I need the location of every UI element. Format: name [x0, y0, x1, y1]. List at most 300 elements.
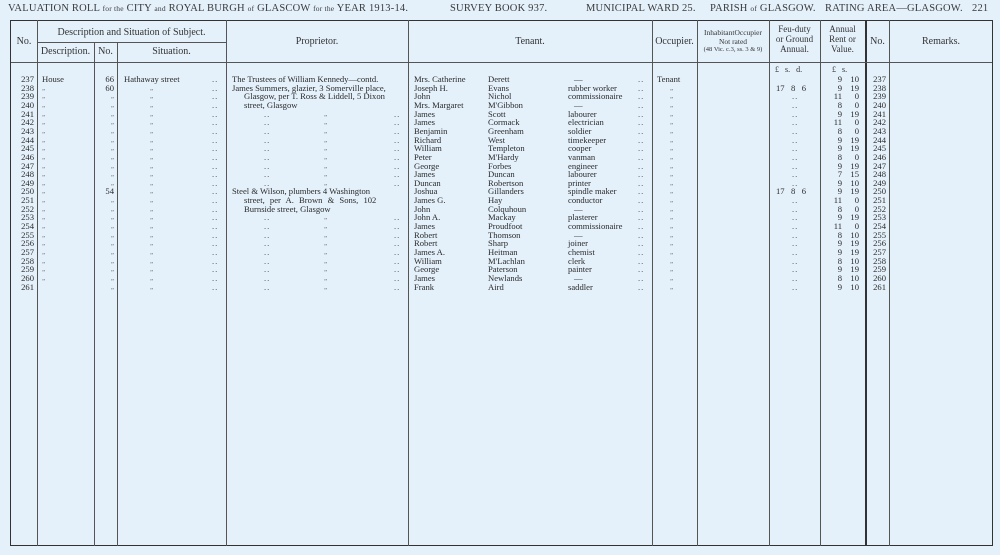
- entry-number: 254: [21, 221, 34, 232]
- subject-number: „: [110, 222, 114, 231]
- tenant-occupation: labourer: [568, 169, 597, 180]
- entry-number: 258: [21, 255, 34, 266]
- situation: „: [150, 222, 154, 231]
- entry-number: 249: [21, 177, 34, 188]
- feu-duty: ..: [792, 255, 799, 266]
- annual-rent-shillings: 19: [850, 186, 859, 197]
- leader-dots: ..: [212, 108, 219, 119]
- subject-number: „: [110, 144, 114, 153]
- tenant-last-name: Newlands: [488, 272, 523, 283]
- occupier: „: [670, 256, 674, 265]
- header-line: InhabitantOccupier: [704, 28, 762, 37]
- subject-number: „: [110, 178, 114, 187]
- entry-number-right: 238: [873, 82, 886, 93]
- proprietor-dots: ..: [264, 238, 271, 249]
- tenant-last-name: Aird: [488, 281, 504, 292]
- occupier: „: [670, 83, 674, 92]
- occupier: „: [670, 170, 674, 179]
- description: „: [42, 92, 46, 101]
- proprietor-dots: ..: [264, 125, 271, 136]
- subject-number: „: [110, 256, 114, 265]
- proprietor-dots: ..: [264, 151, 271, 162]
- feu-duty: ..: [792, 203, 799, 214]
- header-tenant: Tenant.: [515, 36, 545, 47]
- leader-dots: ..: [212, 117, 219, 128]
- entry-number: 261: [21, 281, 34, 292]
- leader-dots: ..: [212, 151, 219, 162]
- entry-number-right: 255: [873, 229, 886, 240]
- proprietor-dots: ..: [394, 281, 401, 292]
- leader-dots: ..: [638, 99, 645, 110]
- leader-dots: ..: [212, 221, 219, 232]
- header-line: Rent or: [829, 34, 856, 44]
- subject-number: „: [110, 118, 114, 127]
- description: „: [42, 222, 46, 231]
- leader-dots: ..: [212, 186, 219, 197]
- description: „: [42, 248, 46, 256]
- leader-dots: ..: [212, 272, 219, 283]
- feu-duty: ..: [792, 264, 799, 275]
- feu-duty: ..: [792, 91, 799, 102]
- leader-dots: ..: [638, 195, 645, 206]
- entry-number-right: 252: [873, 203, 886, 214]
- annual-rent-shillings: 19: [850, 212, 859, 223]
- proprietor-line: street, Glasgow: [244, 100, 298, 110]
- annual-rent-shillings: 15: [850, 169, 859, 180]
- proprietor-dots: ..: [394, 264, 401, 275]
- annual-rent-shillings: 19: [850, 160, 859, 171]
- situation: „: [150, 213, 154, 222]
- entry-number-right: 237: [873, 74, 886, 84]
- tenant-first-name: Peter: [414, 151, 432, 162]
- feu-duty: ..: [792, 151, 799, 162]
- feu-duty: ..: [792, 160, 799, 171]
- proprietor-dots: ..: [394, 160, 401, 171]
- annual-rent-units: £ s.: [832, 65, 848, 74]
- situation: „: [150, 118, 154, 127]
- leader-dots: ..: [212, 238, 219, 249]
- leader-dots: ..: [212, 134, 219, 145]
- leader-dots: ..: [638, 281, 645, 292]
- leader-dots: ..: [638, 247, 645, 257]
- header-line: Value.: [831, 44, 854, 54]
- title-small: for the: [102, 4, 124, 13]
- leader-dots: ..: [638, 151, 645, 162]
- entry-number: 244: [21, 134, 34, 145]
- header-line: or Ground: [775, 34, 814, 44]
- feu-duty: ..: [792, 229, 799, 240]
- page-number: 221: [972, 3, 989, 14]
- occupier: „: [670, 187, 674, 196]
- leader-dots: ..: [638, 108, 645, 119]
- tenant-first-name: James: [414, 108, 436, 119]
- feu-duty: ..: [792, 169, 799, 180]
- annual-rent-shillings: 19: [850, 143, 859, 154]
- subject-number: „: [110, 282, 114, 291]
- header-line: Annual.: [780, 44, 809, 54]
- feu-duty: 17 8 6: [776, 186, 807, 197]
- proprietor-dots: ..: [394, 238, 401, 249]
- occupier: „: [670, 196, 674, 205]
- header-occupier: Occupier.: [655, 36, 694, 47]
- proprietor-dots: ..: [264, 177, 271, 188]
- proprietor-ditto: „: [324, 161, 328, 170]
- annual-rent-pounds: 9: [837, 281, 842, 292]
- tenant-last-name: Mackay: [488, 212, 516, 223]
- description: „: [42, 100, 46, 109]
- annual-rent-shillings: 0: [854, 151, 859, 162]
- tenant-occupation: printer: [568, 177, 591, 188]
- annual-rent-pounds: 9: [837, 143, 842, 154]
- proprietor-ditto: „: [324, 239, 328, 248]
- header-line: Feu-duty: [778, 24, 811, 34]
- annual-rent-pounds: 8: [837, 99, 842, 110]
- tenant-first-name: Frank: [414, 281, 435, 292]
- situation: „: [150, 204, 154, 213]
- feu-duty: ..: [792, 117, 799, 128]
- proprietor-line: Steel & Wilson, plumbers 4 Washington: [232, 186, 371, 197]
- entry-number: 240: [21, 99, 34, 110]
- annual-rent-shillings: 19: [850, 134, 859, 145]
- entry-number: 256: [21, 238, 34, 249]
- tenant-last-name: Evans: [488, 82, 510, 93]
- occupier: „: [670, 135, 674, 144]
- tenant-last-name: Thomson: [488, 229, 521, 240]
- tenant-occupation: commissionaire: [568, 221, 623, 232]
- tenant-first-name: Joseph H.: [414, 82, 448, 93]
- situation: „: [150, 178, 154, 187]
- occupier: „: [670, 239, 674, 248]
- occupier: „: [670, 152, 674, 161]
- subject-number: 54: [105, 186, 114, 197]
- entry-number-right: 251: [873, 195, 886, 206]
- description: „: [42, 178, 46, 187]
- proprietor-ditto: „: [324, 230, 328, 239]
- proprietor-ditto: „: [324, 273, 328, 282]
- title-small: of: [247, 4, 255, 13]
- leader-dots: ..: [212, 177, 219, 188]
- situation: „: [150, 83, 154, 92]
- tenant-occupation: spindle maker: [568, 186, 617, 197]
- annual-rent-pounds: 8: [837, 125, 842, 136]
- description: „: [42, 109, 46, 118]
- entry-number: 241: [21, 108, 34, 119]
- tenant-occupation: painter: [568, 264, 592, 275]
- annual-rent-shillings: 19: [850, 108, 859, 119]
- entry-number-right: 247: [873, 160, 886, 171]
- subject-number: „: [110, 204, 114, 213]
- tenant-last-name: West: [488, 134, 505, 145]
- occupier: „: [670, 273, 674, 282]
- entry-number-right: 240: [873, 99, 886, 110]
- annual-rent-pounds: 9: [837, 247, 842, 257]
- annual-rent-pounds: 9: [837, 264, 842, 275]
- situation: „: [150, 187, 154, 196]
- description: House: [42, 74, 64, 84]
- proprietor-dots: ..: [264, 264, 271, 275]
- entry-number-right: 239: [873, 91, 886, 102]
- header-rule: [37, 42, 226, 43]
- tenant-occupation: conductor: [568, 195, 603, 206]
- tenant-first-name: John: [414, 91, 431, 102]
- entry-number-right: 243: [873, 125, 886, 136]
- proprietor-dots: ..: [394, 229, 401, 240]
- tenant-occupation: —: [574, 229, 583, 240]
- tenant-occupation: —: [574, 272, 583, 283]
- situation: „: [150, 135, 154, 144]
- feu-duty: ..: [792, 177, 799, 188]
- annual-rent-pounds: 11: [833, 195, 842, 206]
- tenant-occupation: clerk: [568, 255, 586, 266]
- header-description: Description.: [40, 46, 91, 57]
- tenant-first-name: William: [414, 255, 442, 266]
- entry-number: 252: [21, 203, 34, 214]
- tenant-first-name: Mrs. Margaret: [414, 99, 464, 110]
- leader-dots: ..: [212, 203, 219, 214]
- annual-rent-pounds: 9: [837, 82, 842, 93]
- tenant-occupation: —: [574, 74, 583, 84]
- entry-number-right: 244: [873, 134, 886, 145]
- annual-rent-shillings: 0: [854, 99, 859, 110]
- annual-rent-pounds: 9: [837, 74, 842, 84]
- proprietor-dots: ..: [394, 221, 401, 232]
- annual-rent-pounds: 11: [833, 221, 842, 232]
- annual-rent-pounds: 8: [837, 255, 842, 266]
- description: „: [42, 135, 46, 144]
- entry-number-right: 256: [873, 238, 886, 249]
- proprietor-ditto: „: [324, 170, 328, 179]
- leader-dots: ..: [638, 125, 645, 136]
- leader-dots: ..: [212, 91, 219, 102]
- tenant-first-name: James G.: [414, 195, 446, 206]
- leader-dots: ..: [212, 247, 219, 257]
- tenant-occupation: labourer: [568, 108, 597, 119]
- feu-duty: ..: [792, 238, 799, 249]
- occupier: „: [670, 282, 674, 291]
- occupier: „: [670, 109, 674, 118]
- situation: „: [150, 282, 154, 291]
- proprietor-dots: ..: [264, 221, 271, 232]
- tenant-last-name: Sharp: [488, 238, 509, 249]
- proprietor-dots: ..: [394, 117, 401, 128]
- annual-rent-shillings: 10: [850, 281, 859, 292]
- header-line: Annual: [829, 24, 856, 34]
- annual-rent-shillings: 0: [854, 125, 859, 136]
- tenant-first-name: John A.: [414, 212, 441, 223]
- rating-area: RATING AREA—GLASGOW.: [825, 3, 963, 14]
- leader-dots: ..: [212, 99, 219, 110]
- header-remarks: Remarks.: [921, 36, 961, 47]
- entry-number: 255: [21, 229, 34, 240]
- parish-name: GLASGOW.: [759, 3, 816, 14]
- leader-dots: ..: [212, 281, 219, 292]
- proprietor-dots: ..: [394, 169, 401, 180]
- proprietor-dots: ..: [394, 247, 401, 257]
- tenant-last-name: Forbes: [488, 160, 512, 171]
- leader-dots: ..: [638, 272, 645, 283]
- description: „: [42, 256, 46, 265]
- situation: „: [150, 109, 154, 118]
- subject-number: „: [110, 152, 114, 161]
- annual-rent-pounds: 8: [837, 151, 842, 162]
- leader-dots: ..: [212, 125, 219, 136]
- entry-number-right: 241: [873, 108, 886, 119]
- subject-number: „: [110, 213, 114, 222]
- proprietor-ditto: „: [324, 178, 328, 187]
- leader-dots: ..: [638, 91, 645, 102]
- tenant-last-name: Proudfoot: [488, 221, 523, 232]
- leader-dots: ..: [638, 203, 645, 214]
- feu-duty: 17 8 6: [776, 82, 807, 93]
- proprietor-dots: ..: [264, 160, 271, 171]
- entry-number: 238: [21, 82, 34, 93]
- description: „: [42, 83, 46, 92]
- proprietor-dots: ..: [264, 212, 271, 223]
- occupier: Tenant: [657, 74, 681, 84]
- proprietor-ditto: „: [324, 118, 328, 127]
- tenant-occupation: engineer: [568, 160, 598, 171]
- proprietor-dots: ..: [394, 177, 401, 188]
- proprietor-dots: ..: [264, 108, 271, 119]
- proprietor-dots: ..: [394, 255, 401, 266]
- leader-dots: ..: [638, 134, 645, 145]
- occupier: „: [670, 265, 674, 274]
- proprietor-ditto: „: [324, 213, 328, 222]
- header-feu-duty: [769, 24, 820, 54]
- tenant-occupation: soldier: [568, 125, 592, 136]
- leader-dots: ..: [638, 255, 645, 266]
- proprietor-ditto: „: [324, 256, 328, 265]
- tenant-occupation: saddler: [568, 281, 593, 292]
- feu-duty-units: £ s. d.: [775, 65, 803, 74]
- subject-number: „: [110, 135, 114, 144]
- occupier: „: [670, 161, 674, 170]
- entry-number: 250: [21, 186, 34, 197]
- tenant-occupation: cooper: [568, 143, 592, 154]
- proprietor-dots: ..: [394, 108, 401, 119]
- survey-book: SURVEY BOOK 937.: [450, 3, 548, 14]
- proprietor-ditto: „: [324, 135, 328, 144]
- tenant-last-name: Nichol: [488, 91, 512, 102]
- entry-number-right: 246: [873, 151, 886, 162]
- entry-number: 251: [21, 195, 34, 206]
- description: „: [42, 152, 46, 161]
- leader-dots: ..: [638, 264, 645, 275]
- leader-dots: ..: [638, 169, 645, 180]
- header-line: Not rated: [718, 36, 748, 46]
- tenant-occupation: chemist: [568, 247, 595, 257]
- description: „: [42, 144, 46, 153]
- leader-dots: ..: [638, 221, 645, 232]
- leader-dots: ..: [212, 169, 219, 180]
- entry-number-right: 254: [873, 221, 886, 232]
- proprietor-ditto: „: [324, 126, 328, 135]
- proprietor-dots: ..: [264, 169, 271, 180]
- subject-number: „: [110, 196, 114, 205]
- title-small: and: [154, 4, 166, 13]
- entry-number: 248: [21, 169, 34, 180]
- feu-duty: ..: [792, 195, 799, 206]
- title-valuation-roll: [8, 3, 408, 14]
- subject-number: 66: [105, 74, 114, 84]
- situation: „: [150, 152, 154, 161]
- annual-rent-shillings: 10: [850, 272, 859, 283]
- annual-rent-shillings: 0: [854, 203, 859, 214]
- tenant-last-name: Robertson: [488, 177, 524, 188]
- proprietor-dots: ..: [394, 125, 401, 136]
- proprietor-dots: ..: [264, 143, 271, 154]
- tenant-first-name: William: [414, 143, 442, 154]
- feu-duty: ..: [792, 125, 799, 136]
- situation: „: [150, 256, 154, 265]
- entry-number: 243: [21, 125, 34, 136]
- occupier: „: [670, 230, 674, 239]
- description: „: [42, 204, 46, 213]
- leader-dots: ..: [638, 177, 645, 188]
- proprietor-dots: ..: [394, 143, 401, 154]
- situation: „: [150, 239, 154, 248]
- header-situation: Situation.: [152, 46, 191, 57]
- title-year: YEAR 1913-14.: [336, 3, 409, 14]
- annual-rent-pounds: 9: [837, 108, 842, 119]
- tenant-last-name: Derett: [488, 74, 510, 84]
- entry-number: 247: [21, 160, 34, 171]
- proprietor-dots: ..: [264, 117, 271, 128]
- annual-rent-pounds: 9: [837, 177, 842, 188]
- proprietor-dots: ..: [264, 229, 271, 240]
- tenant-first-name: Richard: [414, 134, 442, 145]
- situation: Hathaway street: [124, 74, 180, 84]
- proprietor-ditto: „: [324, 152, 328, 161]
- annual-rent-shillings: 19: [850, 82, 859, 93]
- description: „: [42, 126, 46, 135]
- proprietor-ditto: „: [324, 144, 328, 153]
- entry-number-right: 249: [873, 177, 886, 188]
- leader-dots: ..: [212, 143, 219, 154]
- entry-number: 257: [21, 247, 34, 257]
- subject-number: 60: [105, 82, 114, 93]
- description: „: [42, 239, 46, 248]
- occupier: „: [670, 222, 674, 231]
- tenant-first-name: Benjamin: [414, 125, 448, 136]
- description: „: [42, 213, 46, 222]
- tenant-first-name: James: [414, 169, 436, 180]
- title-city: CITY: [126, 3, 152, 14]
- proprietor-dots: ..: [264, 134, 271, 145]
- tenant-occupation: —: [574, 203, 583, 214]
- annual-rent-pounds: 9: [837, 160, 842, 171]
- header-rule: [11, 62, 992, 63]
- leader-dots: ..: [212, 82, 219, 93]
- annual-rent-shillings: 19: [850, 264, 859, 275]
- proprietor-ditto: „: [324, 109, 328, 118]
- tenant-last-name: Colquhoun: [488, 203, 527, 214]
- annual-rent-shillings: 10: [850, 177, 859, 188]
- tenant-last-name: M'Gibbon: [488, 99, 523, 110]
- feu-duty: ..: [792, 247, 799, 257]
- proprietor-line: Glasgow, per T. Ross & Liddell, 5 Dixon: [244, 91, 385, 102]
- description: „: [42, 265, 46, 274]
- tenant-first-name: James: [414, 272, 436, 283]
- feu-duty: ..: [792, 108, 799, 119]
- entry-number: 253: [21, 212, 34, 223]
- situation: „: [150, 265, 154, 274]
- tenant-first-name: Duncan: [414, 177, 441, 188]
- leader-dots: ..: [212, 212, 219, 223]
- subject-number: „: [110, 239, 114, 248]
- situation: „: [150, 248, 154, 256]
- proprietor-dots: ..: [264, 281, 271, 292]
